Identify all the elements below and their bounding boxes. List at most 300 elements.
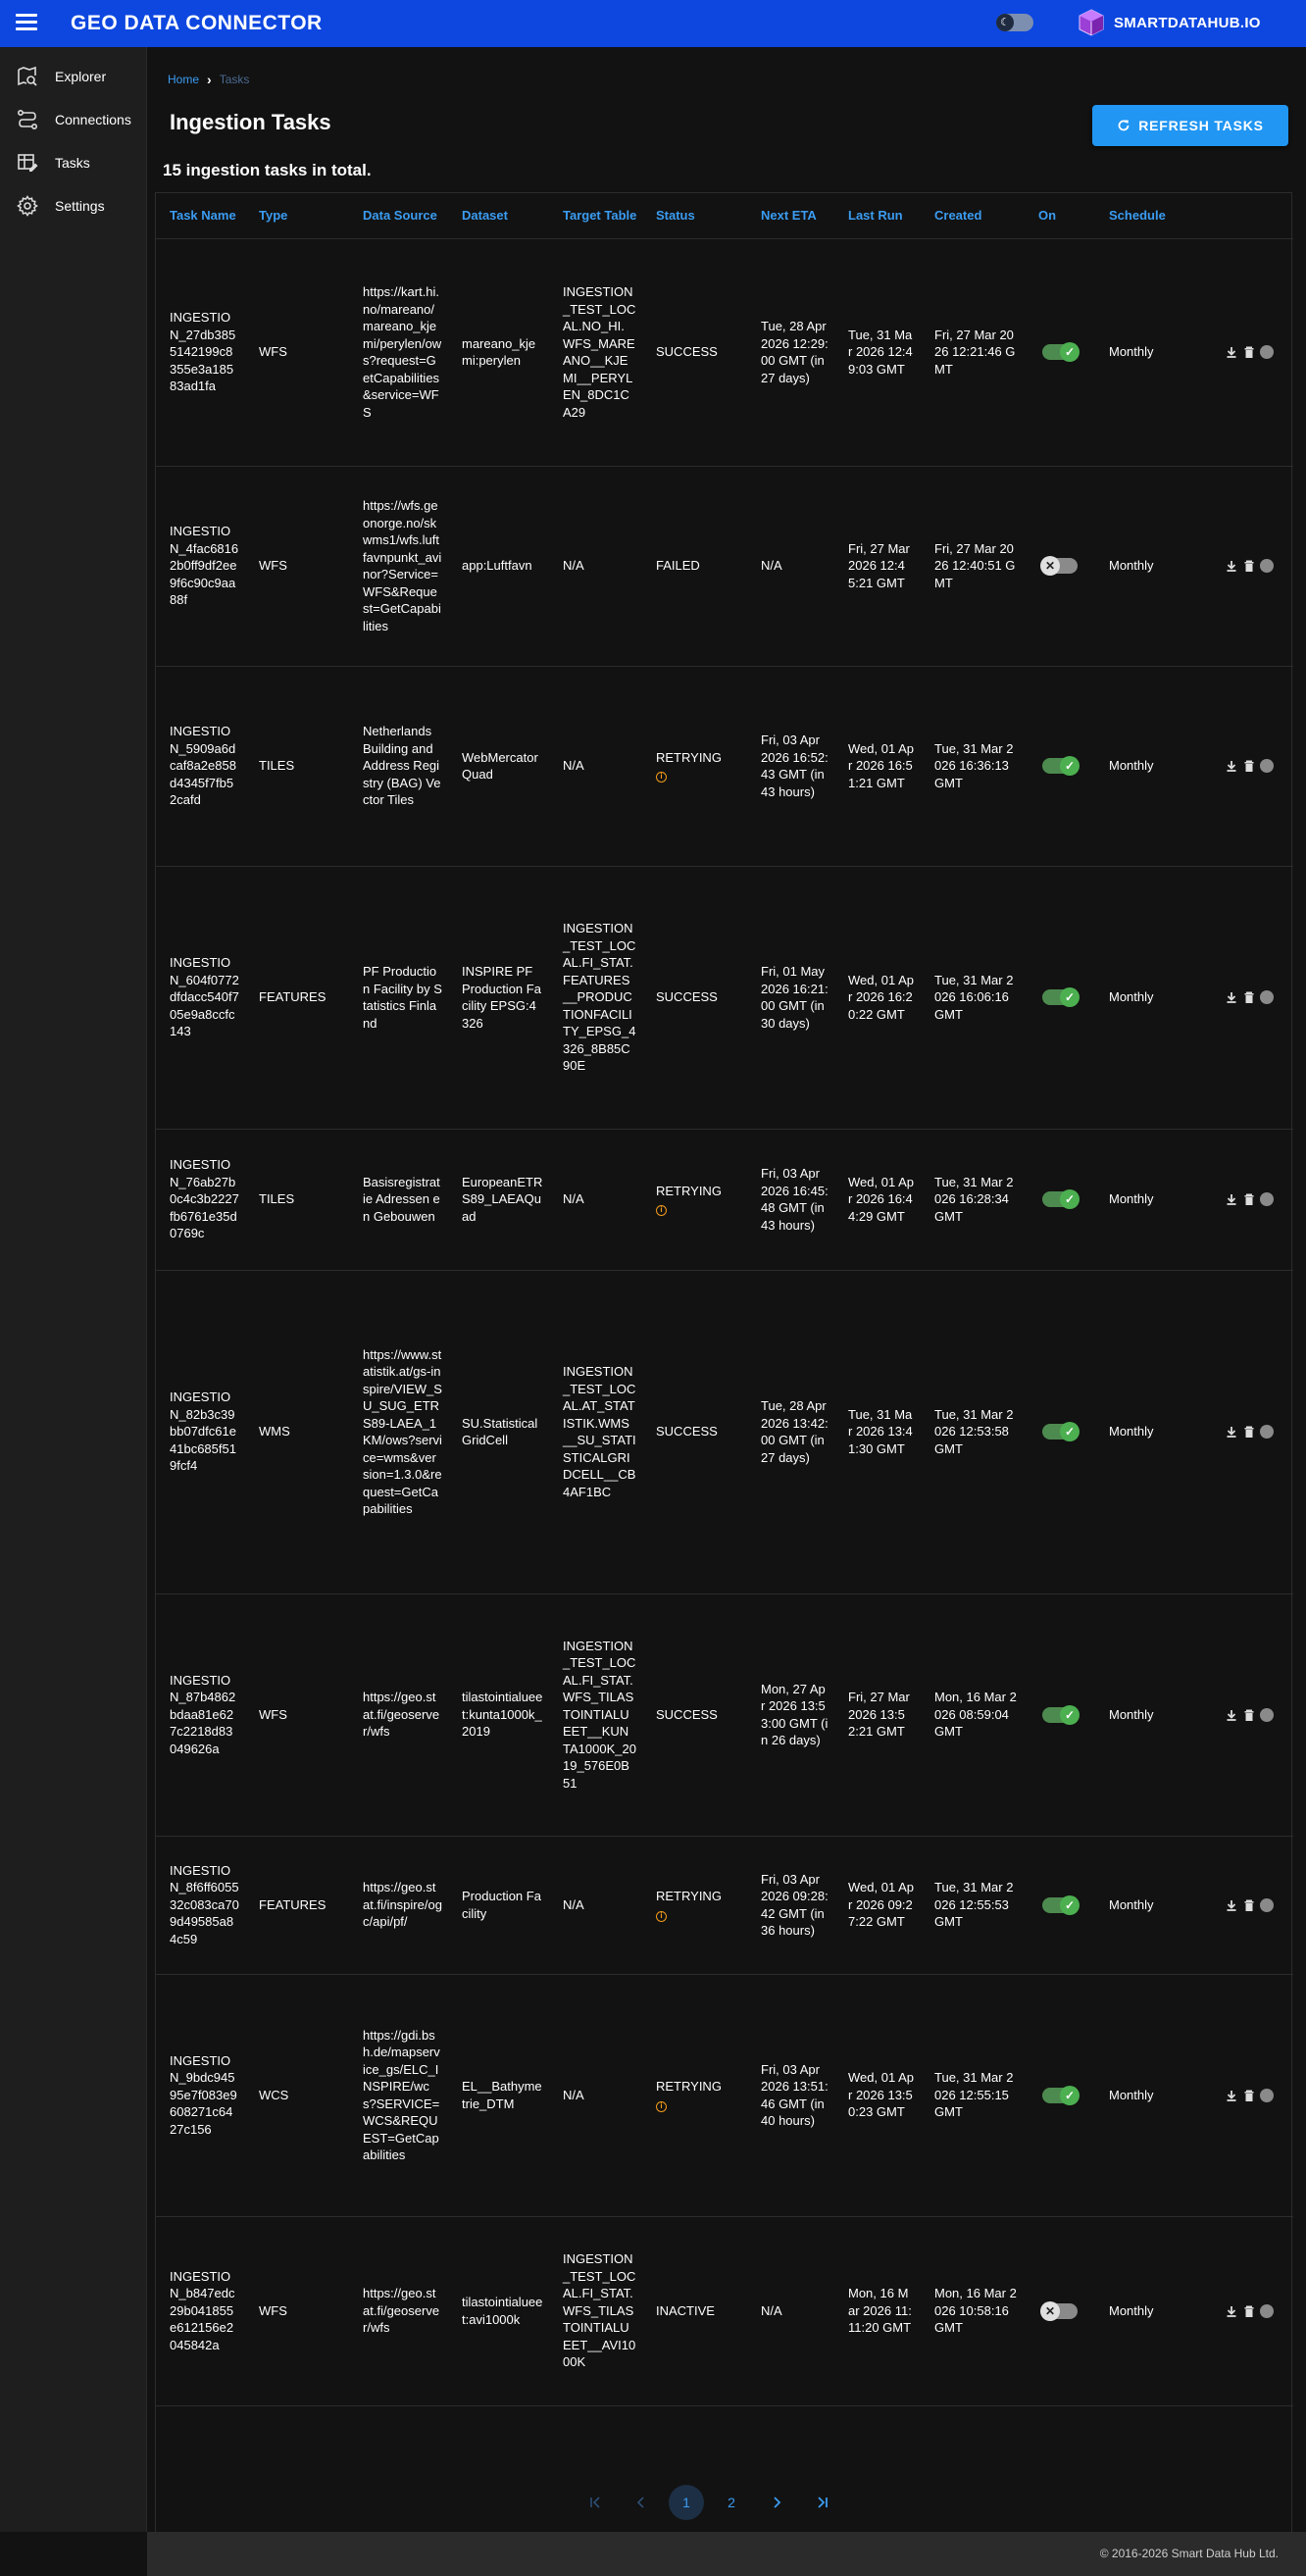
- sidebar-item-label: Connections: [55, 112, 131, 127]
- breadcrumb-current: Tasks: [219, 73, 250, 86]
- next-eta-cell: [747, 866, 834, 1129]
- type-text: WMS: [259, 1424, 290, 1440]
- status-cell: [642, 1836, 747, 1974]
- type-text: TILES: [259, 758, 295, 774]
- target-table-cell: [549, 1270, 642, 1593]
- dataset-text: EL__Bathymetrie_DTM: [462, 2079, 542, 2111]
- refresh-tasks-label: REFRESH TASKS: [1138, 118, 1264, 133]
- dataset-cell: [448, 1974, 549, 2216]
- connections-icon: [16, 108, 39, 131]
- task-name-text: INGESTION_604f0772dfdacc540f705e9a8ccfc143: [170, 955, 239, 1039]
- target-table-cell: [549, 466, 642, 666]
- schedule-text: Monthly: [1109, 558, 1154, 574]
- on-cell: [1025, 1836, 1095, 1974]
- download-icon[interactable]: [1225, 345, 1238, 359]
- target-table-text: INGESTION_TEST_LOCAL.FI_STAT.WFS_TILASTOINTIALUEET__KUNTA1000K_2019_576E0B51: [563, 1638, 636, 1791]
- brand-logo[interactable]: [1077, 8, 1261, 37]
- task-name-cell: [156, 1129, 245, 1270]
- target-table-cell: [549, 1974, 642, 2216]
- status-cell: [642, 666, 747, 866]
- table-row[interactable]: [156, 2216, 1293, 2405]
- status-text: RETRYING: [656, 749, 722, 765]
- type-text: WCS: [259, 2087, 289, 2102]
- schedule-text: Monthly: [1109, 989, 1154, 1005]
- type-text: FEATURES: [259, 989, 326, 1005]
- enabled-toggle[interactable]: [1042, 989, 1078, 1005]
- actions-cell: [1211, 866, 1293, 1129]
- sidebar-item-connections[interactable]: [0, 98, 146, 141]
- next-eta-cell: [747, 238, 834, 466]
- last-run-cell: [834, 866, 921, 1129]
- delete-icon[interactable]: [1242, 345, 1256, 359]
- table-row[interactable]: [156, 866, 1293, 1129]
- schedule-cell: [1095, 1836, 1211, 1974]
- data-source-cell: [349, 466, 448, 666]
- previous-page-button[interactable]: [624, 2485, 659, 2520]
- actions-cell: [1211, 1129, 1293, 1270]
- last-run-cell: [834, 1593, 921, 1836]
- last-run-cell: [834, 466, 921, 666]
- last-page-button[interactable]: [804, 2485, 839, 2520]
- schedule-text: Monthly: [1109, 2302, 1154, 2318]
- actions-cell: [1211, 1593, 1293, 1836]
- next-eta-cell: [747, 1836, 834, 1974]
- last-run-text: Wed, 01 Apr 2026 16:20:22 GMT: [848, 972, 914, 1022]
- created-text: Tue, 31 Mar 2026 16:28:34 GMT: [934, 1174, 1014, 1224]
- created-text: Mon, 16 Mar 2026 10:58:16 GMT: [934, 2286, 1017, 2336]
- main-content: [148, 47, 1306, 2532]
- enabled-toggle[interactable]: [1042, 344, 1078, 360]
- delete-icon[interactable]: [1242, 2304, 1256, 2318]
- actions-cell: [1211, 466, 1293, 666]
- sidebar-item-settings[interactable]: [0, 184, 146, 227]
- breadcrumb: [168, 72, 249, 87]
- schedule-text: Monthly: [1109, 1424, 1154, 1440]
- type-cell: [245, 1836, 349, 1974]
- table-row[interactable]: [156, 238, 1293, 466]
- status-dot-icon[interactable]: [1260, 1192, 1274, 1206]
- column-header-type[interactable]: Type: [245, 193, 349, 238]
- dataset-cell: [448, 238, 549, 466]
- schedule-text: Monthly: [1109, 1896, 1154, 1912]
- download-icon[interactable]: [1225, 759, 1238, 773]
- download-icon[interactable]: [1225, 1898, 1238, 1912]
- breadcrumb-home-link[interactable]: Home: [168, 73, 200, 86]
- type-cell: [245, 2216, 349, 2405]
- on-cell: [1025, 238, 1095, 466]
- download-icon[interactable]: [1225, 990, 1238, 1004]
- created-text: Tue, 31 Mar 2026 16:06:16 GMT: [934, 972, 1014, 1022]
- enabled-toggle[interactable]: [1042, 1424, 1078, 1440]
- delete-icon[interactable]: [1242, 1898, 1256, 1912]
- status-dot-icon[interactable]: [1260, 345, 1274, 359]
- task-name-text: INGESTION_82b3c39bb07dfc61e41bc685f519fcf4: [170, 1389, 236, 1474]
- task-name-text: INGESTION_5909a6dcaf8a2e858d4345f7fb52cafd: [170, 724, 236, 808]
- task-name-text: INGESTION_76ab27b0c4c3b2227fb6761e35d0769c: [170, 1157, 239, 1241]
- schedule-cell: [1095, 666, 1211, 866]
- data-source-cell: [349, 1129, 448, 1270]
- table-row[interactable]: [156, 1270, 1293, 1593]
- last-run-text: Wed, 01 Apr 2026 13:50:23 GMT: [848, 2070, 914, 2120]
- schedule-text: Monthly: [1109, 758, 1154, 774]
- schedule-cell: [1095, 466, 1211, 666]
- page-1-button[interactable]: 1: [669, 2485, 704, 2520]
- dataset-text: tilastointialueet:kunta1000k_2019: [462, 1690, 543, 1740]
- enabled-toggle[interactable]: [1042, 1707, 1078, 1723]
- actions-cell: [1211, 238, 1293, 466]
- created-cell: [921, 1974, 1025, 2216]
- next-eta-text: Fri, 03 Apr 2026 13:51:46 GMT (in 40 hours): [761, 2061, 829, 2128]
- status-text: RETRYING: [656, 2079, 722, 2094]
- row-actions: [1225, 1192, 1287, 1206]
- next-eta-text: Fri, 03 Apr 2026 16:52:43 GMT (in 43 hours): [761, 732, 829, 799]
- table-row[interactable]: [156, 466, 1293, 666]
- refresh-icon: [1117, 119, 1130, 132]
- schedule-cell: [1095, 1129, 1211, 1270]
- created-cell: [921, 1593, 1025, 1836]
- data-source-cell: [349, 238, 448, 466]
- column-header-target-table[interactable]: Target Table: [549, 193, 642, 238]
- check-icon: ✓: [1060, 987, 1080, 1007]
- type-cell: [245, 666, 349, 866]
- last-run-cell: [834, 1836, 921, 1974]
- enabled-toggle[interactable]: [1042, 758, 1078, 774]
- target-table-text: INGESTION_TEST_LOCAL.FI_STAT.WFS_TILASTOINTIALUEET__AVI1000K: [563, 2251, 636, 2370]
- status-text: SUCCESS: [656, 1424, 718, 1440]
- target-table-text: INGESTION_TEST_LOCAL.FI_STAT.FEATURES__PRODUCTIONFACILITY_EPSG_4326_8B85C90E: [563, 921, 636, 1074]
- schedule-cell: [1095, 2216, 1211, 2405]
- actions-cell: [1211, 1836, 1293, 1974]
- last-run-text: Fri, 27 Mar 2026 12:45:21 GMT: [848, 540, 910, 590]
- created-text: Tue, 31 Mar 2026 12:53:58 GMT: [934, 1406, 1014, 1456]
- brand-name: SMARTDATAHUB.IO: [1114, 14, 1261, 31]
- next-eta-text: Tue, 28 Apr 2026 12:29:00 GMT (in 27 days): [761, 319, 829, 385]
- delete-icon[interactable]: [1242, 1708, 1256, 1722]
- dataset-cell: [448, 866, 549, 1129]
- dataset-text: mareano_kjemi:perylen: [462, 335, 536, 368]
- top-app-bar: [0, 0, 1306, 47]
- download-icon[interactable]: [1225, 559, 1238, 573]
- dataset-cell: [448, 1270, 549, 1593]
- status-dot-icon[interactable]: [1260, 2304, 1274, 2318]
- menu-icon[interactable]: [16, 14, 37, 33]
- dataset-cell: [448, 666, 549, 866]
- column-header-schedule[interactable]: Schedule: [1095, 193, 1211, 238]
- delete-icon[interactable]: [1242, 990, 1256, 1004]
- column-header-last-run[interactable]: Last Run: [834, 193, 921, 238]
- last-run-text: Wed, 01 Apr 2026 09:27:22 GMT: [848, 1880, 914, 1930]
- type-cell: [245, 1974, 349, 2216]
- table-row[interactable]: [156, 1129, 1293, 1270]
- row-actions: [1225, 2304, 1287, 2318]
- next-eta-text: N/A: [761, 2302, 782, 2318]
- status-text: RETRYING: [656, 1183, 722, 1198]
- last-page-icon: [815, 2497, 829, 2508]
- status-cell: [642, 466, 747, 666]
- sidebar-item-label: Settings: [55, 198, 105, 214]
- footer: [0, 2532, 1306, 2576]
- on-cell: [1025, 2216, 1095, 2405]
- on-cell: [1025, 1593, 1095, 1836]
- sidebar-item-label: Tasks: [55, 155, 90, 171]
- theme-toggle[interactable]: [996, 14, 1033, 31]
- on-cell: [1025, 466, 1095, 666]
- column-header-actions: [1211, 193, 1293, 238]
- delete-icon[interactable]: [1242, 559, 1256, 573]
- task-name-cell: [156, 1974, 245, 2216]
- last-run-cell: [834, 1974, 921, 2216]
- total-count: 15 ingestion tasks in total.: [163, 161, 372, 179]
- task-name-cell: [156, 466, 245, 666]
- created-cell: [921, 866, 1025, 1129]
- check-icon: ✓: [1060, 1895, 1080, 1915]
- task-name-cell: [156, 666, 245, 866]
- next-page-button[interactable]: [759, 2485, 794, 2520]
- created-cell: [921, 466, 1025, 666]
- delete-icon[interactable]: [1242, 2089, 1256, 2102]
- next-eta-cell: [747, 466, 834, 666]
- table-row[interactable]: [156, 1974, 1293, 2216]
- enabled-toggle[interactable]: [1042, 2303, 1078, 2319]
- column-header-on[interactable]: On: [1025, 193, 1095, 238]
- task-name-cell: [156, 866, 245, 1129]
- status-dot-icon[interactable]: [1260, 990, 1274, 1004]
- page-2-button[interactable]: 2: [728, 2495, 735, 2510]
- dataset-text: EuropeanETRS89_LAEAQuad: [462, 1174, 543, 1224]
- status-dot-icon[interactable]: [1260, 1425, 1274, 1439]
- task-name-text: INGESTION_8f6ff605532c083ca709d49585a84c59: [170, 1862, 239, 1946]
- status-dot-icon[interactable]: [1260, 759, 1274, 773]
- row-actions: [1225, 1898, 1287, 1912]
- warning-icon[interactable]: i: [656, 2101, 667, 2112]
- schedule-text: Monthly: [1109, 1191, 1154, 1207]
- last-run-cell: [834, 666, 921, 866]
- task-name-text: INGESTION_b847edc29b041855e612156e2045842a: [170, 2268, 235, 2352]
- type-text: WFS: [259, 344, 287, 360]
- delete-icon[interactable]: [1242, 759, 1256, 773]
- data-source-cell: [349, 1270, 448, 1593]
- download-icon[interactable]: [1225, 1425, 1238, 1439]
- sidebar-item-tasks[interactable]: [0, 141, 146, 184]
- target-table-text: N/A: [563, 1191, 584, 1207]
- check-icon: ✓: [1060, 1189, 1080, 1209]
- column-header-created[interactable]: Created: [921, 193, 1025, 238]
- created-text: Tue, 31 Mar 2026 16:36:13 GMT: [934, 740, 1014, 790]
- enabled-toggle[interactable]: [1042, 1897, 1078, 1913]
- data-source-text: https://www.statistik.at/gs-inspire/VIEW_SU_SUG_ETRS89-LAEA_1KM/ows?service=wms&version=1.3.0&request=GetCapabilities: [363, 1346, 442, 1516]
- last-run-cell: [834, 1270, 921, 1593]
- warning-icon[interactable]: i: [656, 772, 667, 783]
- warning-icon[interactable]: i: [656, 1911, 667, 1922]
- target-table-cell: [549, 866, 642, 1129]
- download-icon[interactable]: [1225, 1708, 1238, 1722]
- data-source-text: https://geo.stat.fi/geoserver/wfs: [363, 2286, 440, 2336]
- sidebar-item-explorer[interactable]: [0, 55, 146, 98]
- data-source-cell: [349, 1974, 448, 2216]
- actions-cell: [1211, 2216, 1293, 2405]
- enabled-toggle[interactable]: [1042, 1191, 1078, 1207]
- first-page-button[interactable]: [578, 2485, 614, 2520]
- actions-cell: [1211, 1270, 1293, 1593]
- task-name-text: INGESTION_87b4862bdaa81e627c2218d83049626a: [170, 1672, 236, 1756]
- warning-icon[interactable]: i: [656, 1205, 667, 1216]
- data-source-cell: [349, 1836, 448, 1974]
- type-text: WFS: [259, 1706, 287, 1722]
- chevron-right-icon: ›: [207, 72, 212, 87]
- cube-logo-icon: [1077, 8, 1106, 37]
- task-name-text: INGESTION_9bdc94595e7f083e9608271c6427c156: [170, 2052, 237, 2137]
- data-source-text: Netherlands Building and Address Registry (BAG) Vector Tiles: [363, 724, 441, 808]
- status-text: RETRYING: [656, 1889, 722, 1903]
- status-text: SUCCESS: [656, 1706, 718, 1722]
- pagination: [156, 2483, 1291, 2522]
- type-cell: [245, 866, 349, 1129]
- schedule-cell: [1095, 1270, 1211, 1593]
- data-source-cell: [349, 866, 448, 1129]
- row-actions: [1225, 345, 1287, 359]
- schedule-cell: [1095, 238, 1211, 466]
- type-text: FEATURES: [259, 1896, 326, 1912]
- target-table-cell: [549, 1593, 642, 1836]
- type-cell: [245, 1270, 349, 1593]
- status-cell: [642, 1129, 747, 1270]
- enabled-toggle[interactable]: [1042, 558, 1078, 574]
- data-source-text: https://kart.hi.no/mareano/mareano_kjemi/perylen/ows?request=GetCapabilities&service=WFS: [363, 284, 442, 420]
- row-actions: [1225, 990, 1287, 1004]
- last-run-text: Tue, 31 Mar 2026 12:49:03 GMT: [848, 327, 913, 377]
- status-text: FAILED: [656, 558, 700, 574]
- download-icon[interactable]: [1225, 2089, 1238, 2102]
- actions-cell: [1211, 1974, 1293, 2216]
- table-edit-icon: [16, 151, 39, 175]
- created-cell: [921, 666, 1025, 866]
- created-text: Tue, 31 Mar 2026 12:55:15 GMT: [934, 2070, 1014, 2120]
- data-source-text: PF Production Facility by Statistics Finland: [363, 964, 442, 1031]
- dataset-text: WebMercatorQuad: [462, 749, 538, 782]
- next-eta-cell: [747, 666, 834, 866]
- on-cell: [1025, 1129, 1095, 1270]
- column-header-dataset[interactable]: Dataset: [448, 193, 549, 238]
- next-eta-cell: [747, 1129, 834, 1270]
- column-header-next-eta[interactable]: Next ETA: [747, 193, 834, 238]
- last-run-text: Tue, 31 Mar 2026 13:41:30 GMT: [848, 1406, 913, 1456]
- schedule-text: Monthly: [1109, 2087, 1154, 2102]
- status-cell: [642, 2216, 747, 2405]
- download-icon[interactable]: [1225, 2304, 1238, 2318]
- status-text: INACTIVE: [656, 2302, 715, 2318]
- schedule-text: Monthly: [1109, 1706, 1154, 1722]
- data-source-text: https://gdi.bsh.de/mapservice_gs/ELC_INSPIRE/wcs?SERVICE=WCS&REQUEST=GetCapabilities: [363, 2027, 440, 2162]
- refresh-tasks-button[interactable]: [1092, 105, 1288, 146]
- check-icon: ✓: [1060, 1705, 1080, 1725]
- status-dot-icon[interactable]: [1260, 1708, 1274, 1722]
- next-eta-text: Fri, 01 May 2026 16:21:00 GMT (in 30 days): [761, 964, 829, 1031]
- gear-icon: [16, 194, 39, 218]
- next-eta-cell: [747, 1593, 834, 1836]
- chevron-left-icon: [636, 2497, 646, 2508]
- created-cell: [921, 1129, 1025, 1270]
- column-header-status[interactable]: Status: [642, 193, 747, 238]
- status-dot-icon[interactable]: [1260, 1898, 1274, 1912]
- chevron-right-icon: [772, 2497, 781, 2508]
- row-actions: [1225, 2089, 1287, 2102]
- sidebar-item-label: Explorer: [55, 69, 107, 84]
- type-cell: [245, 466, 349, 666]
- dataset-cell: [448, 1593, 549, 1836]
- table-row[interactable]: [156, 666, 1293, 866]
- next-eta-text: Fri, 03 Apr 2026 16:45:48 GMT (in 43 hours): [761, 1166, 829, 1233]
- last-run-text: Wed, 01 Apr 2026 16:44:29 GMT: [848, 1174, 914, 1224]
- column-header-data-source[interactable]: Data Source: [349, 193, 448, 238]
- next-eta-cell: [747, 1974, 834, 2216]
- target-table-text: INGESTION_TEST_LOCAL.NO_HI.WFS_MAREANO__KJEMI__PERYLEN_8DC1CA29: [563, 284, 636, 420]
- target-table-cell: [549, 1129, 642, 1270]
- target-table-cell: [549, 238, 642, 466]
- next-eta-text: Mon, 27 Apr 2026 13:53:00 GMT (in 26 days): [761, 1681, 829, 1747]
- dataset-text: SU.StatisticalGridCell: [462, 1415, 538, 1447]
- moon-icon: ☾: [996, 14, 1014, 31]
- type-cell: [245, 238, 349, 466]
- delete-icon[interactable]: [1242, 1192, 1256, 1206]
- next-eta-text: Tue, 28 Apr 2026 13:42:00 GMT (in 27 days): [761, 1398, 829, 1465]
- row-actions: [1225, 1425, 1287, 1439]
- table-row[interactable]: [156, 1593, 1293, 1836]
- task-name-cell: [156, 238, 245, 466]
- created-text: Mon, 16 Mar 2026 08:59:04 GMT: [934, 1690, 1017, 1740]
- schedule-cell: [1095, 1974, 1211, 2216]
- dataset-text: app:Luftfavn: [462, 558, 532, 574]
- first-page-icon: [589, 2497, 603, 2508]
- dataset-cell: [448, 1129, 549, 1270]
- type-text: TILES: [259, 1191, 295, 1207]
- enabled-toggle[interactable]: [1042, 2088, 1078, 2103]
- last-run-cell: [834, 1129, 921, 1270]
- tasks-table: [155, 192, 1292, 2535]
- target-table-text: N/A: [563, 558, 584, 574]
- created-cell: [921, 2216, 1025, 2405]
- on-cell: [1025, 1270, 1095, 1593]
- created-text: Fri, 27 Mar 2026 12:21:46 GMT: [934, 327, 1016, 377]
- created-cell: [921, 1836, 1025, 1974]
- data-source-cell: [349, 666, 448, 866]
- row-actions: [1225, 1708, 1287, 1722]
- table-row[interactable]: [156, 1836, 1293, 1974]
- target-table-cell: [549, 1836, 642, 1974]
- check-icon: ✓: [1060, 1422, 1080, 1441]
- type-cell: [245, 1129, 349, 1270]
- type-text: WFS: [259, 558, 287, 574]
- status-dot-icon[interactable]: [1260, 559, 1274, 573]
- target-table-text: INGESTION_TEST_LOCAL.AT_STATISTIK.WMS__SU_STATISTICALGRIDCELL__CB4AF1BC: [563, 1364, 636, 1499]
- dataset-text: Production Facility: [462, 1889, 541, 1921]
- status-cell: [642, 1593, 747, 1836]
- target-table-cell: [549, 2216, 642, 2405]
- check-icon: ✓: [1060, 756, 1080, 776]
- task-name-text: INGESTION_4fac68162b0ff9df2ee9f6c90c9aa88f: [170, 524, 239, 608]
- task-name-cell: [156, 1836, 245, 1974]
- delete-icon[interactable]: [1242, 1425, 1256, 1439]
- download-icon[interactable]: [1225, 1192, 1238, 1206]
- next-eta-text: N/A: [761, 558, 782, 574]
- created-text: Tue, 31 Mar 2026 12:55:53 GMT: [934, 1880, 1014, 1930]
- column-header-task-name[interactable]: Task Name: [156, 193, 245, 238]
- target-table-text: N/A: [563, 1896, 584, 1912]
- dataset-text: tilastointialueet:avi1000k: [462, 2295, 543, 2327]
- status-dot-icon[interactable]: [1260, 2089, 1274, 2102]
- data-source-text: Basisregistratie Adressen en Gebouwen: [363, 1174, 440, 1224]
- schedule-cell: [1095, 1593, 1211, 1836]
- close-icon: ✕: [1040, 556, 1060, 576]
